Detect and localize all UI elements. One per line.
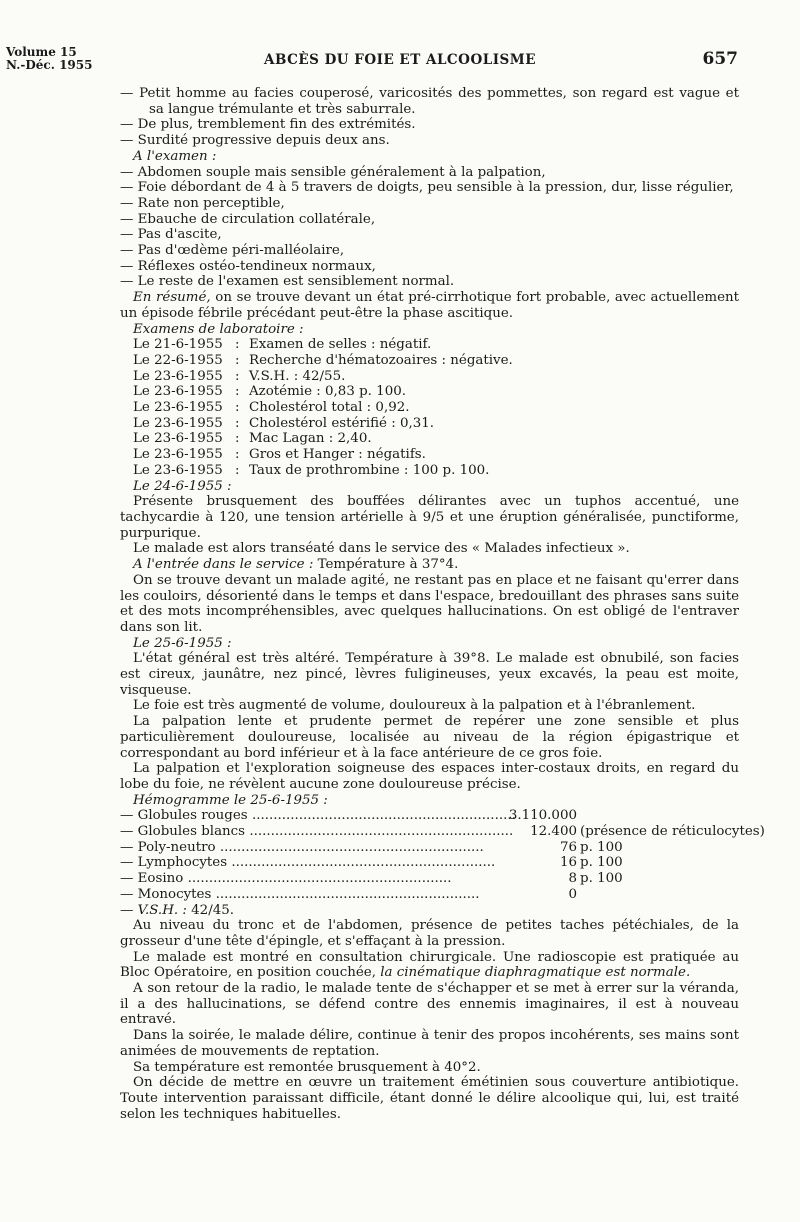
running-title: ABCÈS DU FOIE ET ALCOOLISME <box>263 52 536 68</box>
lab-date: Le 23-6-1955 <box>133 368 223 384</box>
article-body <box>120 86 765 1122</box>
exam-item: — Ebauche de circulation collatérale, <box>120 211 376 227</box>
lab-result: Cholestérol estérifié : 0,31. <box>249 415 435 431</box>
lab-date: Le 23-6-1955 <box>133 447 223 463</box>
paragraph: L'état général est très altéré. Température à 39°8. Le malade est obnubilé, son facies est cireux, jaunâtre, nez pincé, lèvres fuligineuses, yeux excavés, la peau est moite, visqueuse. <box>120 651 739 698</box>
paragraph: Le foie est très augmenté de volume, douloureux à la palpation et à l'ébranlement. <box>133 698 696 714</box>
hemogram-extra: p. 100 <box>580 871 623 887</box>
hemogram-row <box>120 808 739 824</box>
hemogram-row <box>120 871 739 887</box>
page-header <box>0 46 800 76</box>
lab-heading: Examens de laboratoire : <box>133 321 304 337</box>
lab-date: Le 23-6-1955 <box>133 462 223 478</box>
paragraph: A son retour de la radio, le malade tente de s'échapper et se met à errer sur la véranda, il a des hallucinations, se défend contre des ennemis imaginaires, il est à nouveau entravé. <box>120 981 739 1028</box>
summary-text: on se trouve devant un état pré-cirrhotique fort probable, avec actuellement un épisode fébrile précédant peut-être la phase ascitique. <box>120 290 740 321</box>
lab-date: Le 22-6-1955 <box>133 352 223 368</box>
exam-item: — Pas d'ascite, <box>120 227 222 243</box>
date-heading-24: Le 24-6-1955 : <box>133 478 232 494</box>
entry-paragraph <box>120 557 739 573</box>
lab-row: Le 22-6-1955 : Recherche d'hématozoaires : négative. <box>133 352 513 368</box>
vsh-label: V.S.H. : <box>137 902 187 918</box>
radio-paragraph <box>120 950 739 981</box>
hemogram-value: 12.400 <box>530 824 577 840</box>
hemogram-row <box>120 824 765 840</box>
hemogram-value: 16 <box>559 855 577 871</box>
lab-row: Le 23-6-1955 : Gros et Hanger : négatifs. <box>133 447 426 463</box>
symptom-line: — Surdité progressive depuis deux ans. <box>120 133 390 149</box>
summary-lead: En résumé, <box>133 290 211 306</box>
exam-item: — Le reste de l'examen est sensiblement normal. <box>120 274 455 290</box>
period-label: N.-Déc. 1955 <box>6 58 93 72</box>
hemogram-value: 3.110.000 <box>508 808 577 824</box>
exam-item: — Rate non perceptible, <box>120 195 285 211</box>
paragraph: La palpation lente et prudente permet de repérer une zone sensible et plus particulièrement douloureuse, localisée au niveau de la région épigastrique et correspondant au bord inférieur et à la face antérieure de ce gros foie. <box>120 714 739 761</box>
exam-item: — Abdomen souple mais sensible généralement à la palpation, <box>120 164 546 180</box>
lab-row: Le 21-6-1955 : Examen de selles : négatif. <box>133 337 432 353</box>
entry-text: Température à 37°4. <box>313 557 459 573</box>
paragraph: Le malade est alors transéaté dans le service des « Malades infectieux ». <box>133 541 630 557</box>
lab-date: Le 23-6-1955 <box>133 384 223 400</box>
exam-item: — Pas d'œdème péri-malléolaire, <box>120 243 345 259</box>
hemogram-row <box>120 855 739 871</box>
lab-result: Cholestérol total : 0,92. <box>249 400 410 416</box>
hemogram-label: — Poly-neutro .............................................................. <box>120 839 484 855</box>
symptom-line: — Petit homme au facies couperosé, varicosités des pommettes, son regard est vague et sa langue trémulante et très saburrale. <box>120 86 739 117</box>
summary-paragraph <box>120 290 739 321</box>
hemogram-label: — Lymphocytes .............................................................. <box>120 855 496 871</box>
vsh-line: — V.S.H. : 42/45. <box>120 902 235 918</box>
hemogram-extra <box>577 887 739 903</box>
exam-item: — Foie débordant de 4 à 5 travers de doigts, peu sensible à la pression, dur, lisse régulier, <box>120 180 734 196</box>
lab-date: Le 23-6-1955 <box>133 400 223 416</box>
lab-result: Gros et Hanger : négatifs. <box>249 447 426 463</box>
lab-date: Le 21-6-1955 <box>133 337 223 353</box>
radio-italic: la cinématique diaphragmatique est normale. <box>380 965 691 981</box>
lab-result: Recherche d'hématozoaires : négative. <box>249 352 513 368</box>
date-heading-25: Le 25-6-1955 : <box>133 635 232 651</box>
lab-row: Le 23-6-1955 : Azotémie : 0,83 p. 100. <box>133 384 406 400</box>
symptom-line: — De plus, tremblement fin des extrémités. <box>120 117 416 133</box>
lab-row: Le 23-6-1955 : Mac Lagan : 2,40. <box>133 431 372 447</box>
lab-row: Le 23-6-1955 : Taux de prothrombine : 100 p. 100. <box>133 462 490 478</box>
volume-label: Volume 15 <box>6 45 77 59</box>
hemogram-value: 8 <box>568 871 577 887</box>
hemogram-row <box>120 840 739 856</box>
lab-result: Examen de selles : négatif. <box>249 337 432 353</box>
lab-row: Le 23-6-1955 : Cholestérol total : 0,92. <box>133 400 410 416</box>
hemogram-label: — Globules blancs .............................................................. <box>120 824 514 840</box>
lab-date: Le 23-6-1955 <box>133 415 223 431</box>
hemogram-extra: p. 100 <box>580 855 623 871</box>
lab-row: Le 23-6-1955 : Cholestérol estérifié : 0,31. <box>133 415 435 431</box>
hemogram-heading: Hémogramme le 25-6-1955 : <box>133 792 328 808</box>
paragraph: On décide de mettre en œuvre un traitement émétinien sous couverture antibiotique. Toute intervention paraissant difficile, étant donné le délire alcoolique qui, lui, est traité selon les techniques habituelles. <box>120 1075 739 1122</box>
lab-row: Le 23-6-1955 : V.S.H. : 42/55. <box>133 368 346 384</box>
paragraph: Dans la soirée, le malade délire, continue à tenir des propos incohérents, ses mains sont animées de mouvements de reptation. <box>120 1028 739 1059</box>
hemogram-label: — Monocytes .............................................................. <box>120 886 480 902</box>
lab-date: Le 23-6-1955 <box>133 431 223 447</box>
exam-heading: A l'examen : <box>133 148 217 164</box>
exam-item: — Réflexes ostéo-tendineux normaux, <box>120 258 376 274</box>
hemogram-label: — Globules rouges .............................................................. <box>120 808 516 824</box>
lab-result: Azotémie : 0,83 p. 100. <box>249 384 406 400</box>
hemogram-label: — Eosino .............................................................. <box>120 871 452 887</box>
paragraph: Au niveau du tronc et de l'abdomen, présence de petites taches pétéchiales, de la grosseur d'une tête d'épingle, et s'effaçant à la pression. <box>120 918 739 949</box>
hemogram-value: 76 <box>559 839 577 855</box>
entry-lead: A l'entrée dans le service : <box>133 557 314 573</box>
page-number: 657 <box>702 49 738 69</box>
hemogram-extra <box>577 808 739 824</box>
hemogram-value: 0 <box>568 886 577 902</box>
lab-result: Taux de prothrombine : 100 p. 100. <box>249 462 490 478</box>
paragraph: Sa température est remontée brusquement à 40°2. <box>133 1059 481 1075</box>
hemogram-row <box>120 887 739 903</box>
hemogram-extra: p. 100 <box>580 839 623 855</box>
radio-text: Le malade est montré en consultation chirurgicale. Une radioscopie est pratiquée au Bloc Opératoire, en position couchée, <box>120 949 739 981</box>
paragraph: On se trouve devant un malade agité, ne restant pas en place et ne faisant qu'errer dans les couloirs, désorienté dans le temps et dans l'espace, bredouillant des phrases sans suite et des mots incompréhensibles, avec quelques hallucinations. On est obligé de l'entraver dans son lit. <box>120 572 739 635</box>
lab-result: Mac Lagan : 2,40. <box>249 431 372 447</box>
lab-result: V.S.H. : 42/55. <box>249 368 346 384</box>
paragraph: Présente brusquement des bouffées délirantes avec un tuphos accentué, une tachycardie à 120, une tension artérielle à 9/5 et une éruption généralisée, punctiforme, purpurique. <box>120 494 739 541</box>
hemogram-extra: (présence de réticulocytes) <box>580 824 765 840</box>
paragraph: La palpation et l'exploration soigneuse des espaces inter-costaux droits, en regard du lobe du foie, ne révèlent aucune zone douloureuse précise. <box>120 761 739 792</box>
vsh-value: 42/45. <box>186 902 235 918</box>
